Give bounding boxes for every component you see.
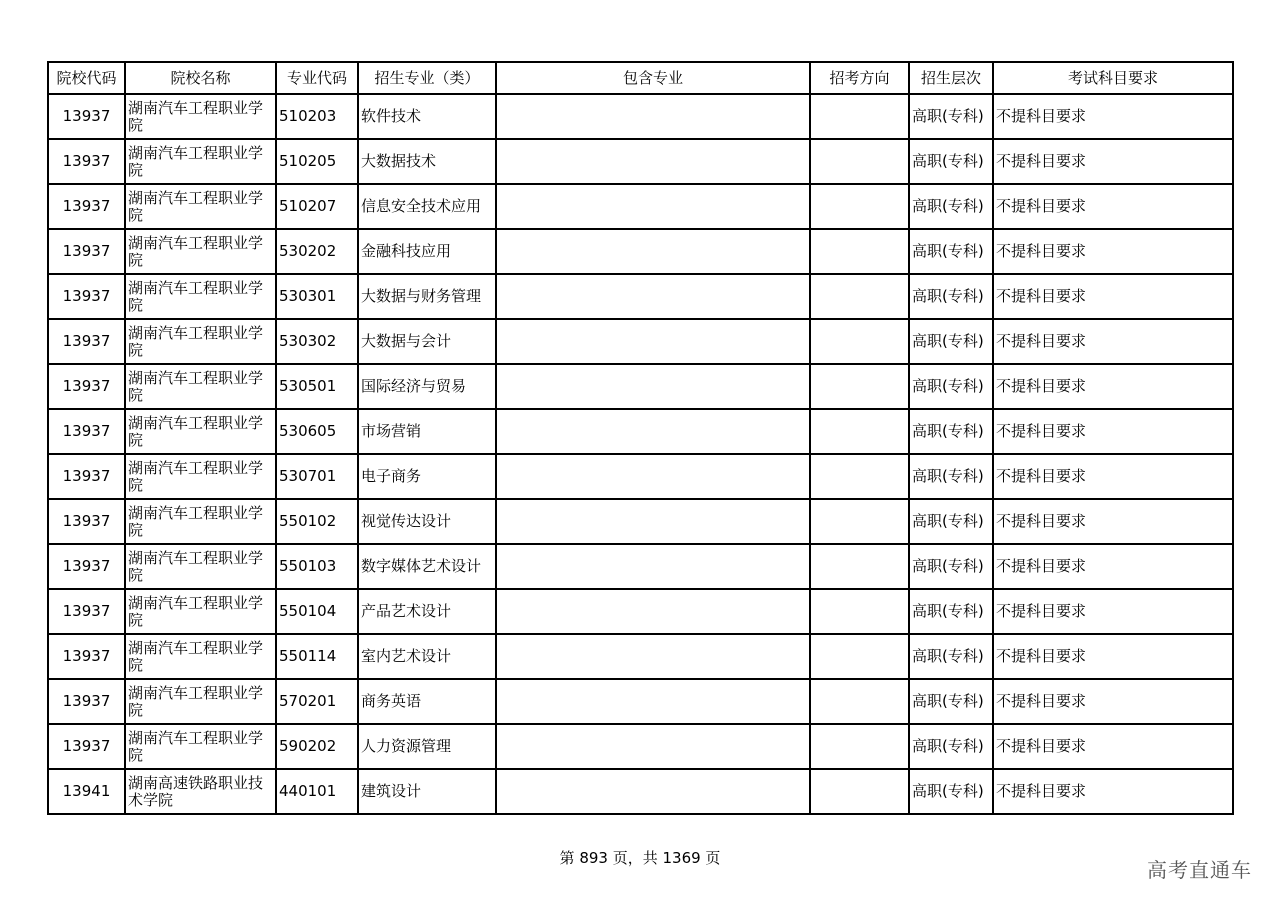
cell-major-code: 530202 <box>276 229 358 274</box>
cell-school-code: 13937 <box>48 364 125 409</box>
cell-subject-requirement: 不提科目要求 <box>993 184 1233 229</box>
cell-direction <box>810 139 909 184</box>
cell-level: 高职(专科) <box>909 679 993 724</box>
cell-level: 高职(专科) <box>909 229 993 274</box>
cell-major: 数字媒体艺术设计 <box>358 544 496 589</box>
cell-school-name: 湖南汽车工程职业学院 <box>125 139 276 184</box>
header-major-code: 专业代码 <box>276 62 358 94</box>
table-row <box>48 94 1233 139</box>
header-major: 招生专业（类） <box>358 62 496 94</box>
cell-direction <box>810 229 909 274</box>
cell-level: 高职(专科) <box>909 544 993 589</box>
cell-included-majors <box>496 274 810 319</box>
cell-level: 高职(专科) <box>909 589 993 634</box>
cell-major-code: 510203 <box>276 94 358 139</box>
table-row <box>48 589 1233 634</box>
cell-level: 高职(专科) <box>909 409 993 454</box>
cell-school-name: 湖南汽车工程职业学院 <box>125 499 276 544</box>
cell-school-code: 13937 <box>48 679 125 724</box>
cell-level: 高职(专科) <box>909 724 993 769</box>
cell-included-majors <box>496 409 810 454</box>
table-row <box>48 229 1233 274</box>
cell-subject-requirement: 不提科目要求 <box>993 769 1233 814</box>
watermark: 高考直通车 <box>1147 858 1252 882</box>
cell-subject-requirement: 不提科目要求 <box>993 274 1233 319</box>
page-number: 第 893 页，共 1369 页 <box>559 849 721 867</box>
cell-direction <box>810 364 909 409</box>
cell-subject-requirement: 不提科目要求 <box>993 319 1233 364</box>
cell-level: 高职(专科) <box>909 634 993 679</box>
cell-school-name: 湖南汽车工程职业学院 <box>125 409 276 454</box>
table-row <box>48 184 1233 229</box>
cell-direction <box>810 184 909 229</box>
table-body <box>48 94 1233 814</box>
cell-major: 人力资源管理 <box>358 724 496 769</box>
cell-level: 高职(专科) <box>909 94 993 139</box>
table-row <box>48 499 1233 544</box>
cell-school-name: 湖南汽车工程职业学院 <box>125 364 276 409</box>
cell-included-majors <box>496 454 810 499</box>
cell-included-majors <box>496 184 810 229</box>
table-row <box>48 634 1233 679</box>
cell-school-name: 湖南汽车工程职业学院 <box>125 589 276 634</box>
cell-subject-requirement: 不提科目要求 <box>993 94 1233 139</box>
cell-school-code: 13937 <box>48 589 125 634</box>
cell-direction <box>810 724 909 769</box>
table-row <box>48 139 1233 184</box>
cell-level: 高职(专科) <box>909 769 993 814</box>
cell-included-majors <box>496 544 810 589</box>
cell-school-code: 13937 <box>48 139 125 184</box>
cell-major-code: 590202 <box>276 724 358 769</box>
cell-direction <box>810 454 909 499</box>
cell-subject-requirement: 不提科目要求 <box>993 139 1233 184</box>
cell-major: 大数据与会计 <box>358 319 496 364</box>
table-row <box>48 544 1233 589</box>
cell-school-name: 湖南高速铁路职业技术学院 <box>125 769 276 814</box>
cell-level: 高职(专科) <box>909 454 993 499</box>
cell-major: 国际经济与贸易 <box>358 364 496 409</box>
cell-major-code: 530701 <box>276 454 358 499</box>
cell-major-code: 550103 <box>276 544 358 589</box>
cell-included-majors <box>496 139 810 184</box>
cell-direction <box>810 589 909 634</box>
cell-school-name: 湖南汽车工程职业学院 <box>125 634 276 679</box>
cell-included-majors <box>496 229 810 274</box>
header-level: 招生层次 <box>909 62 993 94</box>
cell-major-code: 550104 <box>276 589 358 634</box>
cell-subject-requirement: 不提科目要求 <box>993 544 1233 589</box>
cell-subject-requirement: 不提科目要求 <box>993 229 1233 274</box>
table-row <box>48 679 1233 724</box>
cell-direction <box>810 679 909 724</box>
cell-school-name: 湖南汽车工程职业学院 <box>125 94 276 139</box>
table-row <box>48 769 1233 814</box>
cell-major: 视觉传达设计 <box>358 499 496 544</box>
table-row <box>48 319 1233 364</box>
cell-level: 高职(专科) <box>909 364 993 409</box>
cell-major-code: 530301 <box>276 274 358 319</box>
cell-school-code: 13937 <box>48 94 125 139</box>
cell-school-code: 13937 <box>48 724 125 769</box>
cell-major: 信息安全技术应用 <box>358 184 496 229</box>
cell-school-code: 13937 <box>48 454 125 499</box>
cell-direction <box>810 544 909 589</box>
cell-included-majors <box>496 679 810 724</box>
cell-direction <box>810 274 909 319</box>
cell-subject-requirement: 不提科目要求 <box>993 409 1233 454</box>
cell-major-code: 530605 <box>276 409 358 454</box>
cell-included-majors <box>496 364 810 409</box>
cell-level: 高职(专科) <box>909 319 993 364</box>
cell-school-code: 13937 <box>48 229 125 274</box>
header-school-code: 院校代码 <box>48 62 125 94</box>
header-row <box>48 62 1233 94</box>
cell-subject-requirement: 不提科目要求 <box>993 589 1233 634</box>
cell-included-majors <box>496 499 810 544</box>
cell-direction <box>810 499 909 544</box>
cell-major: 金融科技应用 <box>358 229 496 274</box>
cell-major-code: 530501 <box>276 364 358 409</box>
cell-included-majors <box>496 319 810 364</box>
cell-direction <box>810 769 909 814</box>
cell-school-code: 13937 <box>48 184 125 229</box>
cell-direction <box>810 409 909 454</box>
cell-major-code: 440101 <box>276 769 358 814</box>
cell-school-name: 湖南汽车工程职业学院 <box>125 454 276 499</box>
table-row <box>48 724 1233 769</box>
cell-included-majors <box>496 94 810 139</box>
cell-school-name: 湖南汽车工程职业学院 <box>125 229 276 274</box>
cell-major-code: 530302 <box>276 319 358 364</box>
table-row <box>48 274 1233 319</box>
table-row <box>48 454 1233 499</box>
cell-level: 高职(专科) <box>909 184 993 229</box>
cell-major-code: 510205 <box>276 139 358 184</box>
cell-major: 产品艺术设计 <box>358 589 496 634</box>
cell-school-name: 湖南汽车工程职业学院 <box>125 274 276 319</box>
cell-level: 高职(专科) <box>909 499 993 544</box>
cell-major: 市场营销 <box>358 409 496 454</box>
cell-included-majors <box>496 589 810 634</box>
cell-major: 建筑设计 <box>358 769 496 814</box>
cell-subject-requirement: 不提科目要求 <box>993 679 1233 724</box>
cell-direction <box>810 634 909 679</box>
cell-major: 商务英语 <box>358 679 496 724</box>
cell-major-code: 510207 <box>276 184 358 229</box>
cell-included-majors <box>496 724 810 769</box>
cell-school-code: 13937 <box>48 274 125 319</box>
table-header <box>48 62 1233 94</box>
cell-major-code: 550102 <box>276 499 358 544</box>
cell-included-majors <box>496 769 810 814</box>
cell-major-code: 570201 <box>276 679 358 724</box>
cell-direction <box>810 94 909 139</box>
cell-level: 高职(专科) <box>909 139 993 184</box>
table-row <box>48 409 1233 454</box>
cell-major: 大数据与财务管理 <box>358 274 496 319</box>
cell-major: 室内艺术设计 <box>358 634 496 679</box>
cell-subject-requirement: 不提科目要求 <box>993 364 1233 409</box>
cell-school-code: 13937 <box>48 319 125 364</box>
header-school-name: 院校名称 <box>125 62 276 94</box>
cell-school-code: 13937 <box>48 634 125 679</box>
cell-school-code: 13937 <box>48 499 125 544</box>
table-row <box>48 364 1233 409</box>
cell-included-majors <box>496 634 810 679</box>
cell-school-name: 湖南汽车工程职业学院 <box>125 544 276 589</box>
cell-school-code: 13937 <box>48 409 125 454</box>
cell-major: 软件技术 <box>358 94 496 139</box>
cell-subject-requirement: 不提科目要求 <box>993 724 1233 769</box>
cell-school-name: 湖南汽车工程职业学院 <box>125 319 276 364</box>
cell-subject-requirement: 不提科目要求 <box>993 454 1233 499</box>
admissions-table <box>47 61 1234 815</box>
cell-school-name: 湖南汽车工程职业学院 <box>125 724 276 769</box>
cell-major-code: 550114 <box>276 634 358 679</box>
cell-school-name: 湖南汽车工程职业学院 <box>125 184 276 229</box>
cell-subject-requirement: 不提科目要求 <box>993 499 1233 544</box>
cell-major: 大数据技术 <box>358 139 496 184</box>
cell-level: 高职(专科) <box>909 274 993 319</box>
cell-subject-requirement: 不提科目要求 <box>993 634 1233 679</box>
cell-school-code: 13941 <box>48 769 125 814</box>
cell-direction <box>810 319 909 364</box>
cell-school-code: 13937 <box>48 544 125 589</box>
header-subject-requirement: 考试科目要求 <box>993 62 1233 94</box>
header-direction: 招考方向 <box>810 62 909 94</box>
cell-major: 电子商务 <box>358 454 496 499</box>
cell-school-name: 湖南汽车工程职业学院 <box>125 679 276 724</box>
header-included-majors: 包含专业 <box>496 62 810 94</box>
